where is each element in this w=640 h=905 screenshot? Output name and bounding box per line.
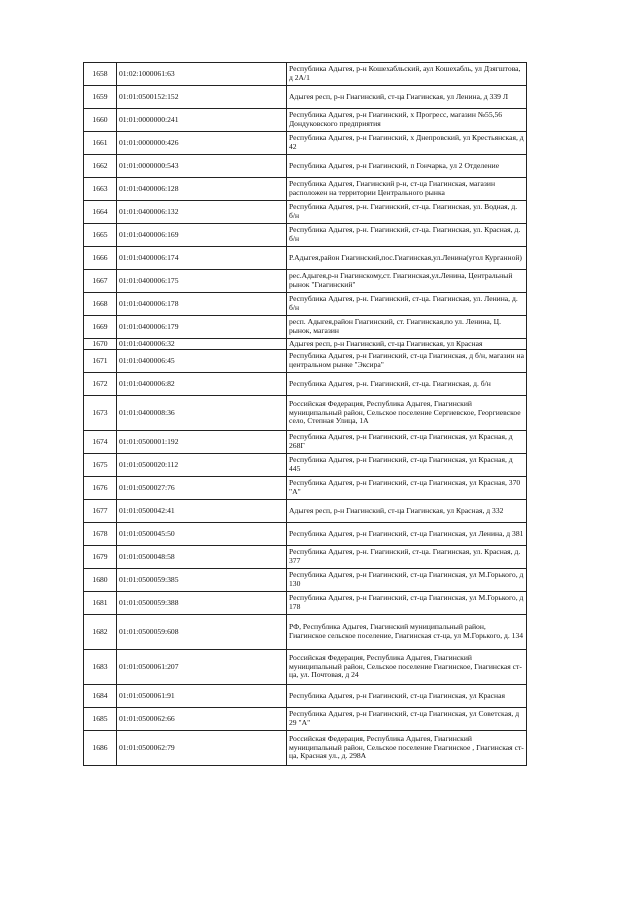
address-cell: Российская Федерация, Республика Адыгея, Гиагинский муниципальный район, Сельское поселение Гиагинское , Гиагинская ст-ца, Красная ул., д. 298А — [287, 731, 527, 766]
cadastral-number: 01:01:0400008:36 — [117, 396, 287, 431]
table-row — [84, 132, 527, 155]
address-cell: Республика Адыгея, р-н Гиагинский, ст-ца Гиагинская, ул Ленина, д 381 — [287, 523, 527, 546]
row-number: 1685 — [84, 708, 117, 731]
table-row — [84, 396, 527, 431]
cadastral-number: 01:01:0500042:41 — [117, 500, 287, 523]
address-cell: Республика Адыгея, р-н. Гиагинский, ст-ца. Гиагинская, ул. Ленина, д. б/н — [287, 293, 527, 316]
row-number: 1663 — [84, 178, 117, 201]
address-cell: рес.Адыгея,р-н Гиагинскому,ст. Гиагинская,ул.Ленина, Центральный рынок "Гиагинский" — [287, 270, 527, 293]
row-number: 1681 — [84, 592, 117, 615]
table-row — [84, 201, 527, 224]
address-cell: Республика Адыгея, р-н Гиагинский, ст-ца Гиагинская, ул М.Горького, д 130 — [287, 569, 527, 592]
row-number: 1680 — [84, 569, 117, 592]
address-cell: респ. Адыгея,район Гиагинский, ст. Гиагинская,по ул. Ленина, Ц. рынок, магазин — [287, 316, 527, 339]
row-number: 1664 — [84, 201, 117, 224]
address-cell: Республика Адыгея, р-н Гиагинский, ст-ца Гиагинская, ул Красная, д 445 — [287, 454, 527, 477]
table-row — [84, 454, 527, 477]
address-cell: Республика Адыгея, р-н. Гиагинский, ст-ца. Гиагинская, ул. Красная, д. б/н — [287, 224, 527, 247]
cadastral-number: 01:01:0400006:45 — [117, 350, 287, 373]
cadastral-number: 01:01:0500059:608 — [117, 615, 287, 650]
cadastral-number: 01:01:0500045:50 — [117, 523, 287, 546]
table-row — [84, 109, 527, 132]
row-number: 1675 — [84, 454, 117, 477]
address-cell: Республика Адыгея, р-н Гиагинский, ст-ца Гиагинская, ул Красная — [287, 685, 527, 708]
row-number: 1662 — [84, 155, 117, 178]
table-row — [84, 350, 527, 373]
table-row — [84, 155, 527, 178]
address-cell: Республика Адыгея, р-н Гиагинский, п Гончарка, ул 2 Отделение — [287, 155, 527, 178]
address-cell: Республика Адыгея, р-н. Гиагинский, ст-ца. Гиагинская, ул. Водная, д. б/н — [287, 201, 527, 224]
address-cell: Адыгея респ, р-н Гиагинский, ст-ца Гиагинская, ул Красная — [287, 339, 527, 350]
address-cell: Республика Адыгея, Гиагинский р-н, ст-ца Гиагинская, магазин расположен на территории Центрального рынка — [287, 178, 527, 201]
cadastral-number: 01:01:0400006:179 — [117, 316, 287, 339]
address-cell: Республика Адыгея, р-н Гиагинский, х Прогресс, магазин №55,56 Дондуковского предприятия — [287, 109, 527, 132]
cadastral-number: 01:01:0500059:388 — [117, 592, 287, 615]
table-row — [84, 270, 527, 293]
cadastral-number: 01:01:0500061:207 — [117, 650, 287, 685]
row-number: 1674 — [84, 431, 117, 454]
cadastral-number: 01:01:0500048:58 — [117, 546, 287, 569]
row-number: 1679 — [84, 546, 117, 569]
address-cell: Адыгея респ, р-н Гиагинский, ст-ца Гиагинская, ул Красная, д 332 — [287, 500, 527, 523]
cadastral-number: 01:01:0500062:66 — [117, 708, 287, 731]
table-row — [84, 569, 527, 592]
cadastral-number: 01:01:0000000:426 — [117, 132, 287, 155]
row-number: 1661 — [84, 132, 117, 155]
address-cell: Адыгея респ, р-н Гиагинский, ст-ца Гиагинская, ул Ленина, д 339 Л — [287, 86, 527, 109]
address-cell: Республика Адыгея, р-н. Гиагинский, ст-ца. Гиагинская, ул. Красная, д. 377 — [287, 546, 527, 569]
cadastral-number: 01:01:0400006:128 — [117, 178, 287, 201]
row-number: 1677 — [84, 500, 117, 523]
cadastral-number: 01:01:0500059:385 — [117, 569, 287, 592]
row-number: 1686 — [84, 731, 117, 766]
registry-table — [83, 62, 527, 766]
row-number: 1678 — [84, 523, 117, 546]
table-row — [84, 477, 527, 500]
address-cell: Республика Адыгея, р-н Гиагинский, ст-ца Гиагинская, ул М.Горького, д 178 — [287, 592, 527, 615]
table-row — [84, 500, 527, 523]
table-row — [84, 523, 527, 546]
table-row — [84, 339, 527, 350]
cadastral-number: 01:02:1000061:63 — [117, 63, 287, 86]
row-number: 1668 — [84, 293, 117, 316]
table-row — [84, 650, 527, 685]
cadastral-number: 01:01:0400006:32 — [117, 339, 287, 350]
row-number: 1672 — [84, 373, 117, 396]
row-number: 1669 — [84, 316, 117, 339]
cadastral-number: 01:01:0400006:175 — [117, 270, 287, 293]
address-cell: Республика Адыгея, р-н Гиагинский, ст-ца Гиагинская, ул Красная, 370 "А" — [287, 477, 527, 500]
cadastral-number: 01:01:0400006:82 — [117, 373, 287, 396]
table-row — [84, 63, 527, 86]
row-number: 1682 — [84, 615, 117, 650]
table-row — [84, 293, 527, 316]
table-row — [84, 546, 527, 569]
row-number: 1671 — [84, 350, 117, 373]
table-row — [84, 685, 527, 708]
cadastral-number: 01:01:0400006:178 — [117, 293, 287, 316]
table-row — [84, 247, 527, 270]
table-row — [84, 373, 527, 396]
row-number: 1665 — [84, 224, 117, 247]
table-row — [84, 178, 527, 201]
cadastral-number: 01:01:0000000:543 — [117, 155, 287, 178]
address-cell: Российская Федерация, Республика Адыгея, Гиагинский муниципальный район, Сельское поселение Гиагинское, Гиагинская ст-ца, ул. Почтовая, д 24 — [287, 650, 527, 685]
row-number: 1673 — [84, 396, 117, 431]
address-cell: Республика Адыгея, р-н. Гиагинский, ст-ца. Гиагинская, д. б/н — [287, 373, 527, 396]
address-cell: Республика Адыгея, р-н Кошехабльский, аул Кошехабль, ул Дзягштова, д 2А/1 — [287, 63, 527, 86]
cadastral-number: 01:01:0500061:91 — [117, 685, 287, 708]
address-cell: Республика Адыгея, р-н Гиагинский, ст-ца Гиагинская, ул Красная, д 268Г — [287, 431, 527, 454]
row-number: 1658 — [84, 63, 117, 86]
table-row — [84, 431, 527, 454]
cadastral-number: 01:01:0500020:112 — [117, 454, 287, 477]
address-cell: Республика Адыгея, р-н Гиагинский, ст-ца Гиагинская, д б/н, магазин на центральном рынке "Эксира" — [287, 350, 527, 373]
cadastral-number: 01:01:0400006:169 — [117, 224, 287, 247]
row-number: 1684 — [84, 685, 117, 708]
table-row — [84, 224, 527, 247]
registry-table-body — [84, 63, 527, 766]
cadastral-number: 01:01:0500001:192 — [117, 431, 287, 454]
row-number: 1659 — [84, 86, 117, 109]
table-row — [84, 615, 527, 650]
row-number: 1683 — [84, 650, 117, 685]
row-number: 1676 — [84, 477, 117, 500]
cadastral-number: 01:01:0500152:152 — [117, 86, 287, 109]
address-cell: Российская Федерация, Республика Адыгея, Гиагинский муниципальный район, Сельское поселение Сергиевское, Георгиевское село, Степная Улица, 1А — [287, 396, 527, 431]
address-cell: Р.Адыгея,район Гиагинский,пос.Гиагинская,ул.Ленина(угол Курганной) — [287, 247, 527, 270]
row-number: 1670 — [84, 339, 117, 350]
row-number: 1666 — [84, 247, 117, 270]
cadastral-number: 01:01:0400006:174 — [117, 247, 287, 270]
table-row — [84, 86, 527, 109]
table-row — [84, 316, 527, 339]
row-number: 1660 — [84, 109, 117, 132]
table-row — [84, 731, 527, 766]
cadastral-number: 01:01:0500062:79 — [117, 731, 287, 766]
row-number: 1667 — [84, 270, 117, 293]
cadastral-number: 01:01:0500027:76 — [117, 477, 287, 500]
table-row — [84, 592, 527, 615]
address-cell: Республика Адыгея, р-н Гиагинский, ст-ца Гиагинская, ул Советская, д 29 "А" — [287, 708, 527, 731]
address-cell: Республика Адыгея, р-н Гиагинский, х Днепровский, ул Крестьянская, д 42 — [287, 132, 527, 155]
cadastral-number: 01:01:0400006:132 — [117, 201, 287, 224]
table-row — [84, 708, 527, 731]
cadastral-number: 01:01:0000000:241 — [117, 109, 287, 132]
address-cell: РФ, Республика Адыгея, Гиагинский муниципальный район, Гиагинское сельское поселение, Гиагинская ст-ца, ул М.Горького, д. 134 — [287, 615, 527, 650]
